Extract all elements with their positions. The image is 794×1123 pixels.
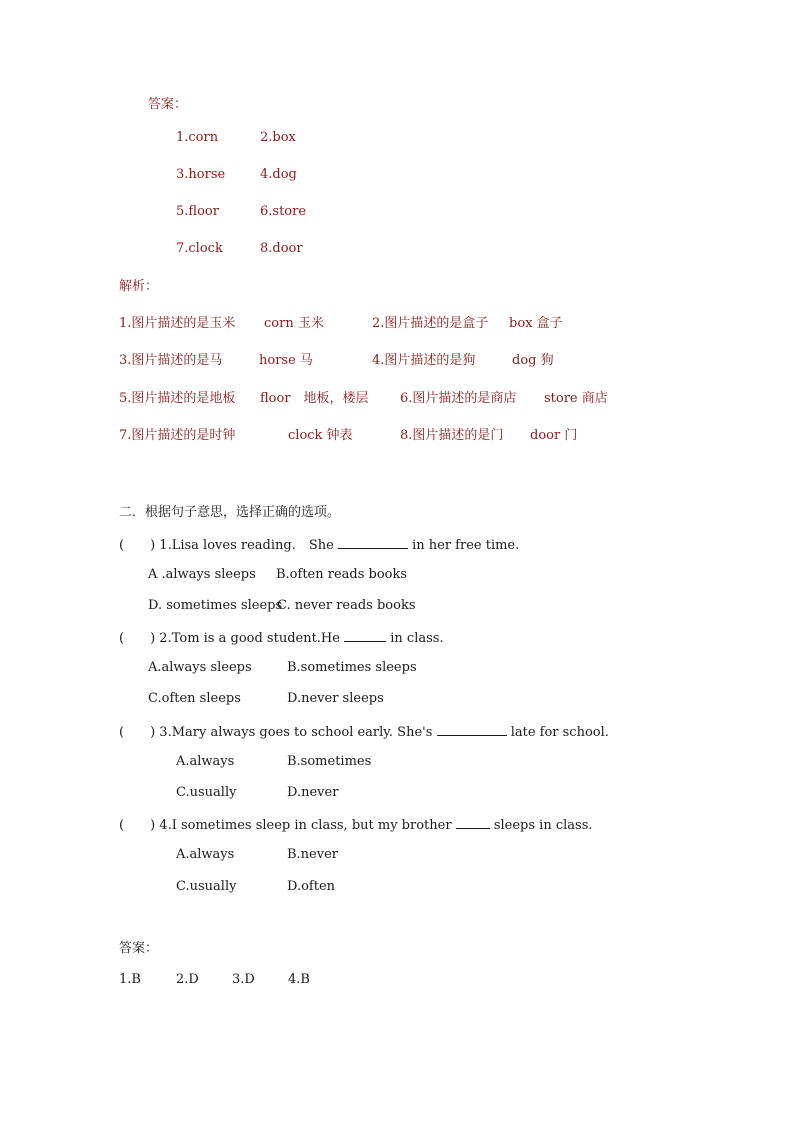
question-stem: late for school. (510, 725, 609, 740)
question-stem: 3.Mary always goes to school early. She's (159, 725, 433, 740)
answer-item: 3.horse (176, 167, 226, 182)
answer-item: 3.D (232, 972, 255, 987)
answer-item: 1.corn (176, 130, 219, 145)
analysis-desc: 4.图片描述的是狗 (372, 353, 476, 368)
answer-blank[interactable] (338, 536, 408, 549)
question-stem: in her free time. (412, 538, 520, 553)
analysis-word: door 门 (530, 428, 578, 443)
option[interactable]: A.always sleeps (148, 660, 252, 675)
answer-item: 8.door (260, 241, 303, 256)
question-stem: 4.I sometimes sleep in class, but my brother (159, 818, 452, 833)
answer-item: 6.store (260, 204, 307, 219)
analysis-word: dog 狗 (512, 353, 554, 368)
question-3 (119, 723, 609, 741)
question-4 (119, 816, 593, 834)
option[interactable]: B.often reads books (276, 567, 408, 582)
answer-blank[interactable] (344, 629, 386, 642)
question-stem: in class. (390, 631, 444, 646)
option[interactable]: B.sometimes (287, 754, 372, 769)
analysis-desc: 2.图片描述的是盒子 (372, 316, 489, 331)
answer-item: 2.box (260, 130, 296, 145)
option[interactable]: B.sometimes sleeps (287, 660, 417, 675)
answer-paren[interactable]: ( ) (119, 631, 156, 646)
question-stem: 2.Tom is a good student.He (159, 631, 340, 646)
answer-paren[interactable]: ( ) (119, 725, 156, 740)
answer-blank[interactable] (437, 723, 507, 736)
analysis-heading: 解析： (119, 279, 159, 294)
analysis-word: corn 玉米 (264, 316, 324, 331)
analysis-desc: 3.图片描述的是马 (119, 353, 223, 368)
option[interactable]: A.always (176, 847, 235, 862)
answer-blank[interactable] (456, 816, 490, 829)
option[interactable]: D.never sleeps (287, 691, 384, 706)
option[interactable]: D.never (287, 785, 339, 800)
analysis-desc: 1.图片描述的是玉米 (119, 316, 236, 331)
question-stem: 1.Lisa loves reading. She (159, 538, 334, 553)
answer-item: 5.floor (176, 204, 219, 219)
answer-item: 4.B (288, 972, 310, 987)
answer-item: 1.B (119, 972, 141, 987)
answers-heading-2: 答案： (119, 941, 159, 956)
analysis-word: store 商店 (544, 391, 608, 406)
answer-item: 4.dog (260, 167, 297, 182)
option[interactable]: C. never reads books (277, 598, 416, 613)
answer-paren[interactable]: ( ) (119, 818, 156, 833)
option[interactable]: B.never (287, 847, 339, 862)
analysis-word: horse 马 (259, 353, 313, 368)
question-1 (119, 536, 519, 554)
option[interactable]: C.usually (176, 785, 237, 800)
answer-paren[interactable]: ( ) (119, 538, 156, 553)
analysis-word: floor 地板，楼层 (260, 391, 369, 406)
answers-heading-1: 答案： (148, 97, 188, 112)
option[interactable]: D. sometimes sleeps (148, 598, 283, 613)
analysis-desc: 6.图片描述的是商店 (400, 391, 517, 406)
option[interactable]: C.usually (176, 879, 237, 894)
option[interactable]: A .always sleeps (148, 567, 256, 582)
option[interactable]: A.always (176, 754, 235, 769)
option[interactable]: C.often sleeps (148, 691, 241, 706)
answer-item: 2.D (176, 972, 199, 987)
answer-item: 7.clock (176, 241, 223, 256)
analysis-desc: 8.图片描述的是门 (400, 428, 504, 443)
analysis-word: clock 钟表 (288, 428, 353, 443)
question-stem: sleeps in class. (493, 818, 593, 833)
analysis-word: box 盒子 (509, 316, 563, 331)
analysis-desc: 7.图片描述的是时钟 (119, 428, 236, 443)
question-2 (119, 629, 444, 647)
analysis-desc: 5.图片描述的是地板 (119, 391, 236, 406)
option[interactable]: D.often (287, 879, 336, 894)
section-title: 二．根据句子意思，选择正确的选项。 (119, 505, 341, 520)
